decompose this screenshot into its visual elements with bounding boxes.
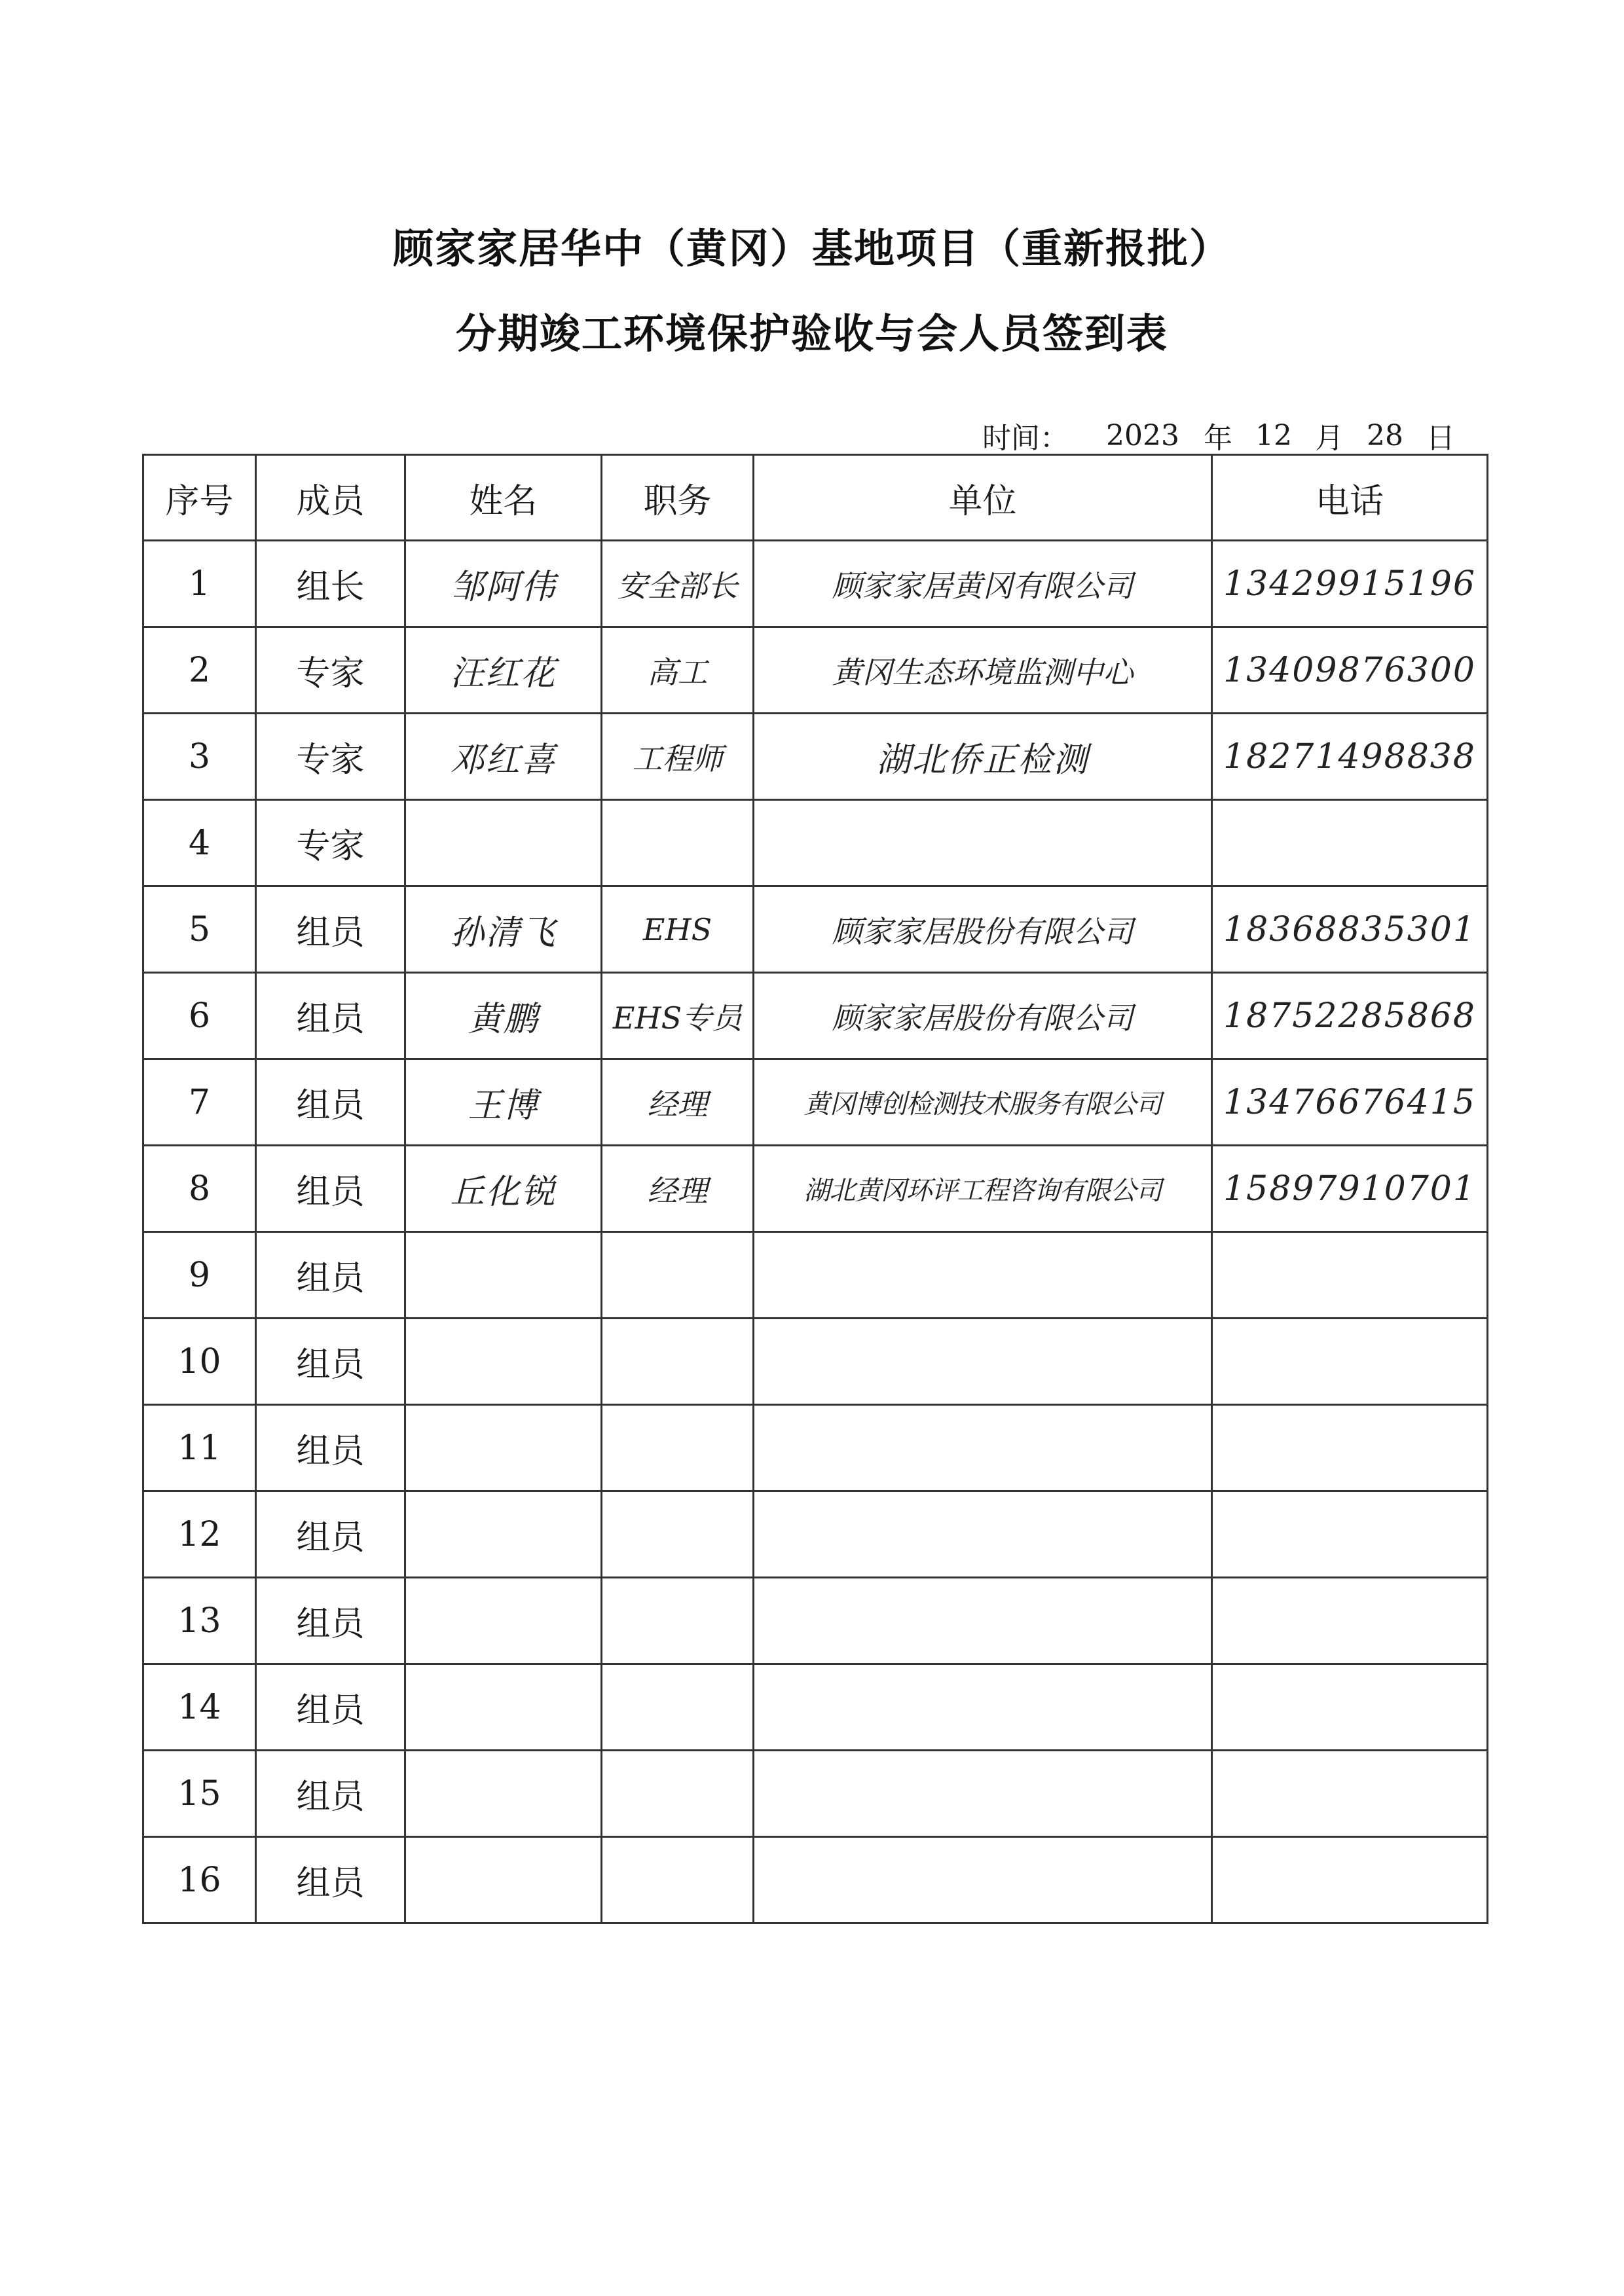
- header-duty: 职务: [602, 455, 754, 541]
- date-label: 时间：: [982, 422, 1069, 455]
- cell-role: 专家: [256, 714, 405, 800]
- table-row: [143, 973, 1488, 1059]
- document-title: [0, 206, 1624, 376]
- table-row: [143, 1664, 1488, 1751]
- cell-role: 组员: [256, 1405, 405, 1491]
- cell-unit: 湖北侨正检测: [754, 714, 1212, 800]
- table-row: [143, 1059, 1488, 1146]
- cell-role: 组员: [256, 1059, 405, 1146]
- header-role: 成员: [256, 455, 405, 541]
- cell-seq: 3: [143, 714, 256, 800]
- cell-unit: [754, 1491, 1212, 1578]
- table-row: [143, 1751, 1488, 1837]
- sign-in-table: [142, 454, 1488, 1924]
- date-day: 28: [1367, 418, 1403, 452]
- date-year: 2023: [1106, 418, 1179, 452]
- cell-phone: [1212, 1405, 1488, 1491]
- cell-seq: 2: [143, 627, 256, 714]
- cell-phone: [1212, 1319, 1488, 1405]
- date-month-unit: 月: [1315, 422, 1344, 455]
- cell-duty: [602, 1232, 754, 1319]
- cell-role: 组员: [256, 1664, 405, 1751]
- title-line-2: 分期竣工环境保护验收与会人员签到表: [455, 310, 1168, 357]
- cell-duty: [602, 1405, 754, 1491]
- cell-name: 汪红花: [405, 627, 602, 714]
- table-row: [143, 1319, 1488, 1405]
- cell-name: 黄鹏: [405, 973, 602, 1059]
- table-row: [143, 800, 1488, 886]
- cell-phone: 18271498838: [1212, 714, 1488, 800]
- cell-name: 孙清飞: [405, 886, 602, 973]
- cell-seq: 10: [143, 1319, 256, 1405]
- table-header-row: [143, 455, 1488, 541]
- table-row: [143, 1837, 1488, 1923]
- cell-duty: EHS: [602, 886, 754, 973]
- cell-phone: 13476676415: [1212, 1059, 1488, 1146]
- cell-seq: 13: [143, 1578, 256, 1664]
- cell-duty: [602, 1491, 754, 1578]
- cell-unit: 湖北黄冈环评工程咨询有限公司: [754, 1146, 1212, 1232]
- title-line-1: 顾家家居华中（黄冈）基地项目（重新报批）: [392, 225, 1231, 272]
- cell-name: 丘化锐: [405, 1146, 602, 1232]
- cell-phone: 13409876300: [1212, 627, 1488, 714]
- table-row: [143, 1232, 1488, 1319]
- cell-role: 组员: [256, 886, 405, 973]
- cell-role: 组员: [256, 1146, 405, 1232]
- cell-duty: 安全部长: [602, 541, 754, 627]
- cell-unit: 黄冈博创检测技术服务有限公司: [754, 1059, 1212, 1146]
- cell-duty: [602, 1319, 754, 1405]
- cell-unit: 顾家家居股份有限公司: [754, 973, 1212, 1059]
- table-row: [143, 541, 1488, 627]
- header-phone: 电话: [1212, 455, 1488, 541]
- cell-seq: 11: [143, 1405, 256, 1491]
- table-row: [143, 886, 1488, 973]
- cell-seq: 16: [143, 1837, 256, 1923]
- cell-name: [405, 1232, 602, 1319]
- cell-phone: [1212, 800, 1488, 886]
- cell-phone: 13429915196: [1212, 541, 1488, 627]
- cell-phone: 15897910701: [1212, 1146, 1488, 1232]
- cell-duty: 工程师: [602, 714, 754, 800]
- cell-role: 专家: [256, 627, 405, 714]
- cell-phone: [1212, 1837, 1488, 1923]
- cell-role: 组员: [256, 1319, 405, 1405]
- cell-duty: [602, 1837, 754, 1923]
- date-line: [982, 412, 1486, 458]
- cell-role: 组员: [256, 1491, 405, 1578]
- cell-name: 邓红喜: [405, 714, 602, 800]
- cell-unit: [754, 1405, 1212, 1491]
- table-row: [143, 1491, 1488, 1578]
- cell-duty: [602, 1751, 754, 1837]
- cell-unit: 顾家家居黄冈有限公司: [754, 541, 1212, 627]
- header-unit: 单位: [754, 455, 1212, 541]
- cell-role: 组员: [256, 1578, 405, 1664]
- cell-unit: [754, 1664, 1212, 1751]
- table-row: [143, 627, 1488, 714]
- cell-phone: 18368835301: [1212, 886, 1488, 973]
- cell-unit: [754, 1578, 1212, 1664]
- cell-name: [405, 1664, 602, 1751]
- table-row: [143, 1578, 1488, 1664]
- cell-seq: 5: [143, 886, 256, 973]
- cell-role: 组员: [256, 1751, 405, 1837]
- cell-seq: 1: [143, 541, 256, 627]
- cell-duty: 经理: [602, 1059, 754, 1146]
- cell-name: 邹阿伟: [405, 541, 602, 627]
- cell-role: 组长: [256, 541, 405, 627]
- header-name: 姓名: [405, 455, 602, 541]
- table-row: [143, 714, 1488, 800]
- cell-phone: [1212, 1751, 1488, 1837]
- cell-duty: EHS专员: [602, 973, 754, 1059]
- cell-seq: 14: [143, 1664, 256, 1751]
- cell-phone: [1212, 1491, 1488, 1578]
- cell-duty: [602, 1578, 754, 1664]
- cell-seq: 7: [143, 1059, 256, 1146]
- cell-unit: [754, 1319, 1212, 1405]
- cell-phone: 18752285868: [1212, 973, 1488, 1059]
- cell-phone: [1212, 1664, 1488, 1751]
- cell-role: 专家: [256, 800, 405, 886]
- cell-seq: 6: [143, 973, 256, 1059]
- cell-name: 王博: [405, 1059, 602, 1146]
- cell-name: [405, 1405, 602, 1491]
- cell-duty: [602, 800, 754, 886]
- cell-seq: 15: [143, 1751, 256, 1837]
- cell-unit: [754, 1232, 1212, 1319]
- cell-phone: [1212, 1232, 1488, 1319]
- cell-seq: 4: [143, 800, 256, 886]
- table-row: [143, 1405, 1488, 1491]
- cell-name: [405, 800, 602, 886]
- cell-role: 组员: [256, 973, 405, 1059]
- cell-seq: 9: [143, 1232, 256, 1319]
- cell-unit: [754, 1751, 1212, 1837]
- cell-name: [405, 1578, 602, 1664]
- cell-role: 组员: [256, 1232, 405, 1319]
- cell-seq: 8: [143, 1146, 256, 1232]
- date-year-unit: 年: [1204, 422, 1232, 455]
- cell-role: 组员: [256, 1837, 405, 1923]
- date-day-unit: 日: [1426, 422, 1455, 455]
- cell-unit: [754, 800, 1212, 886]
- cell-duty: 高工: [602, 627, 754, 714]
- cell-phone: [1212, 1578, 1488, 1664]
- cell-duty: 经理: [602, 1146, 754, 1232]
- cell-name: [405, 1491, 602, 1578]
- table-row: [143, 1146, 1488, 1232]
- cell-unit: [754, 1837, 1212, 1923]
- cell-seq: 12: [143, 1491, 256, 1578]
- date-month: 12: [1255, 418, 1292, 452]
- cell-unit: 黄冈生态环境监测中心: [754, 627, 1212, 714]
- header-seq: 序号: [143, 455, 256, 541]
- cell-name: [405, 1837, 602, 1923]
- cell-duty: [602, 1664, 754, 1751]
- cell-name: [405, 1751, 602, 1837]
- cell-unit: 顾家家居股份有限公司: [754, 886, 1212, 973]
- cell-name: [405, 1319, 602, 1405]
